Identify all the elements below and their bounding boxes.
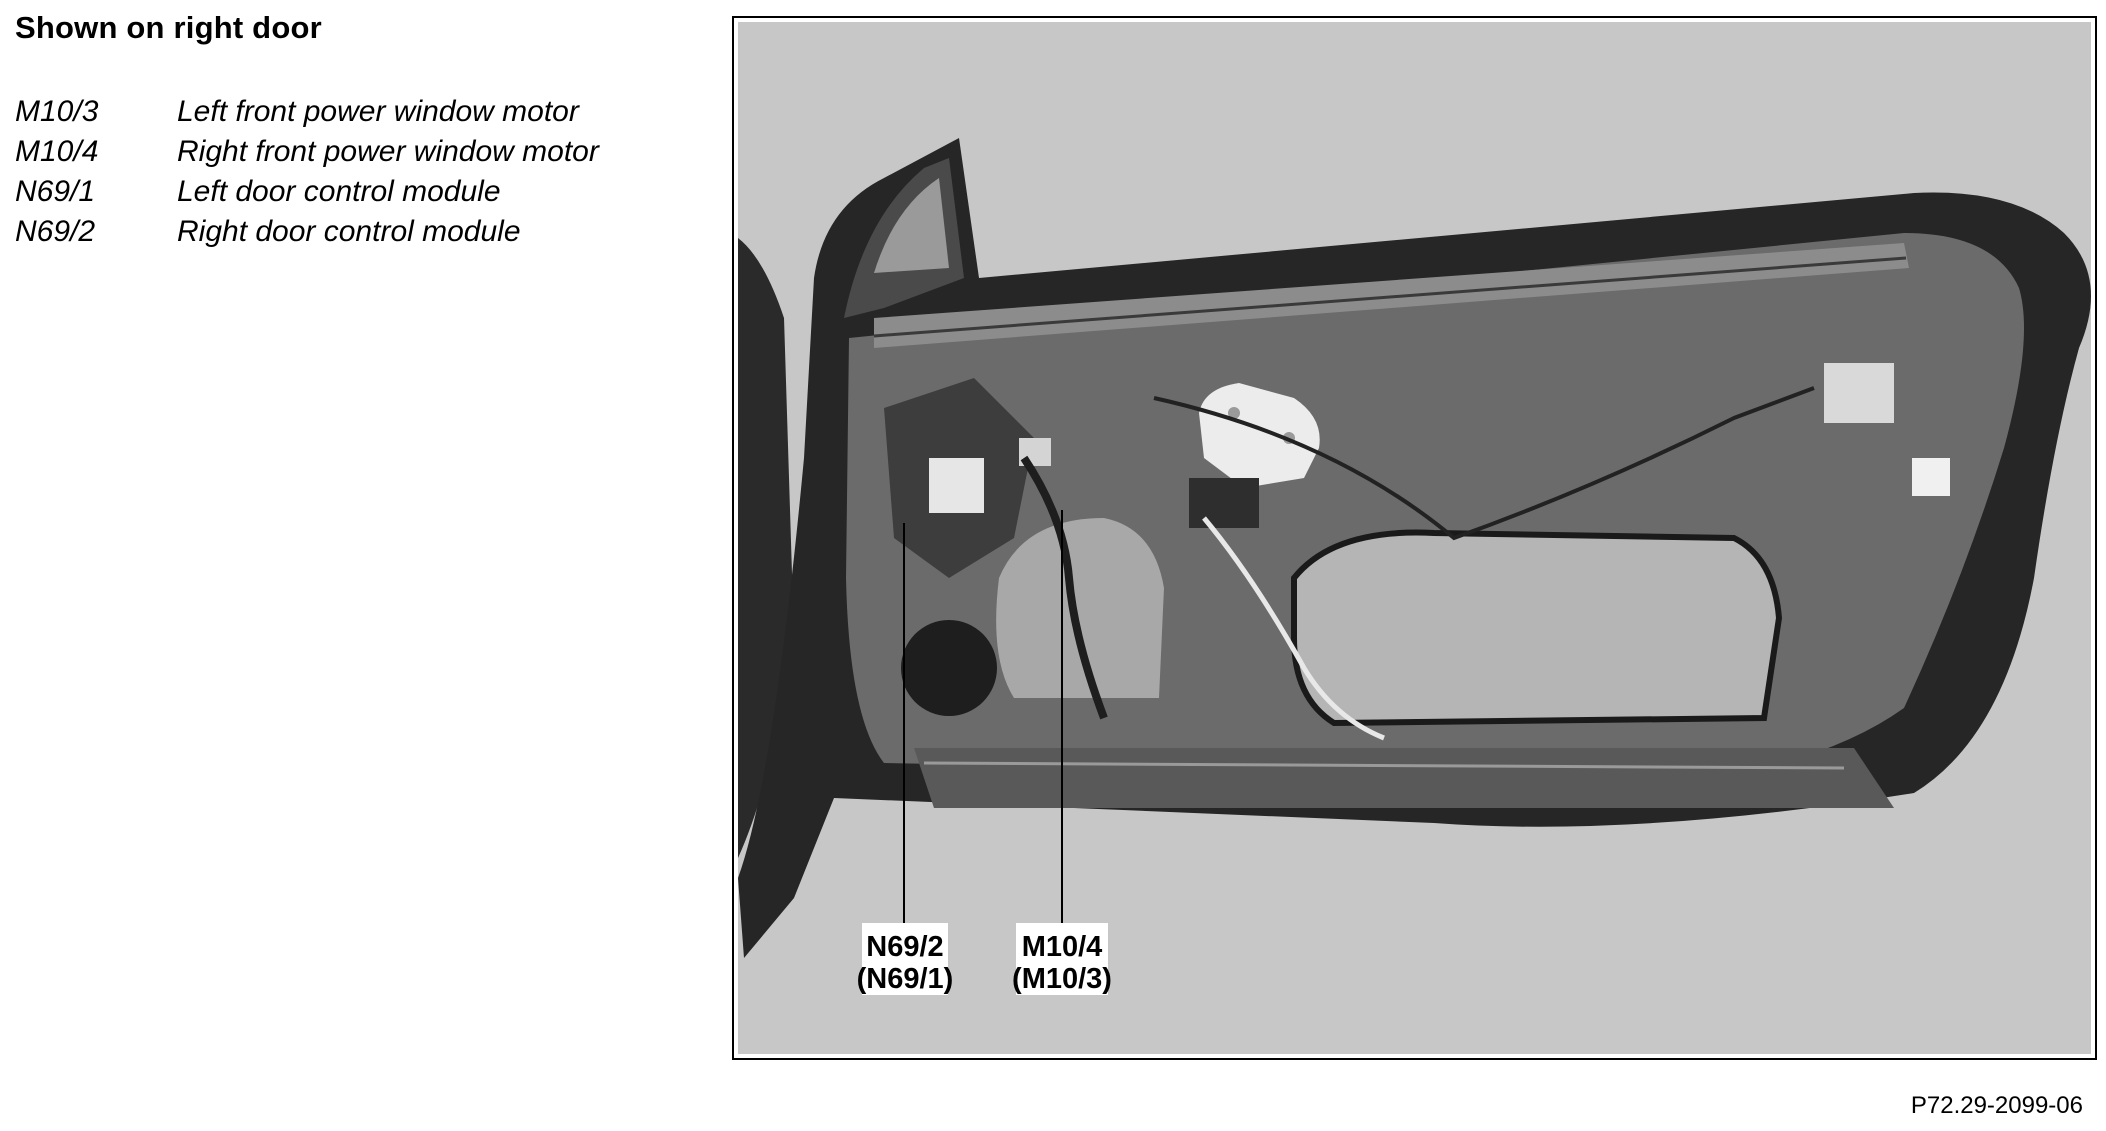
legend-description: Left front power window motor bbox=[177, 95, 579, 128]
legend-code: M10/3 bbox=[15, 95, 99, 128]
legend-item bbox=[15, 132, 599, 172]
door-figure-frame bbox=[732, 16, 2097, 1060]
callout-m10-primary: M10/4 bbox=[1021, 931, 1103, 963]
callout-n69-primary: N69/2 bbox=[866, 931, 944, 963]
legend-code: N69/1 bbox=[15, 175, 96, 208]
callout-n69-secondary: (N69/1) bbox=[856, 963, 954, 995]
panel-cutout-right bbox=[1294, 533, 1779, 723]
legend-code: N69/2 bbox=[15, 215, 96, 248]
callout-m10-secondary: (M10/3) bbox=[1012, 963, 1112, 995]
legend-description: Right door control module bbox=[177, 215, 521, 248]
door-latch bbox=[1824, 363, 1894, 423]
figure-id: P72.29-2099-06 bbox=[1910, 1092, 2083, 1119]
legend-item bbox=[15, 212, 599, 252]
door-illustration bbox=[734, 18, 2095, 1058]
page-heading: Shown on right door bbox=[15, 10, 322, 45]
legend-item bbox=[15, 92, 599, 132]
legend-code: M10/4 bbox=[15, 135, 99, 168]
legend-item bbox=[15, 172, 599, 212]
legend-description: Right front power window motor bbox=[177, 135, 599, 168]
legend-list bbox=[15, 92, 599, 252]
control-module-label bbox=[929, 458, 984, 513]
legend-description: Left door control module bbox=[177, 175, 501, 208]
speaker-mount bbox=[901, 620, 997, 716]
motor-connector bbox=[1189, 478, 1259, 528]
